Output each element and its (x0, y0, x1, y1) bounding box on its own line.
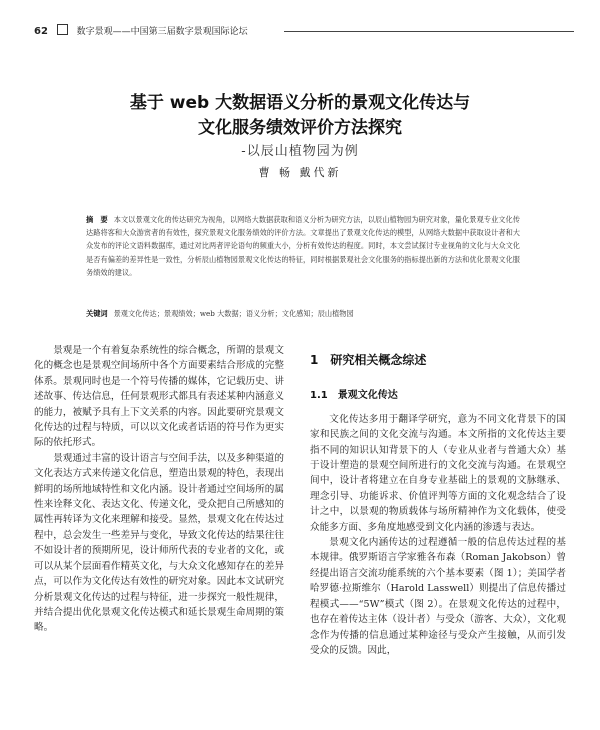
running-header (34, 24, 574, 38)
paragraph: 景观文化内涵传达的过程遵循一般的信息传达过程的基本规律。俄罗斯语言学家雅各布森（Roman Jakobson）曾经提出语言交流功能系统的六个基本要素（图 1）；美国学者哈罗德·拉斯维尔（Harold Lasswell）则提出了信息传播过程模式——“5W”模式（图 2）。在景观文化传达的过程中，也存在着传达主体（设计者）与受众（游客、大众），文化观念作为传播的信息通过某种途径与受众产生接触，从而引发受众的反馈。因此， (310, 537, 566, 656)
abstract (86, 213, 520, 279)
header-square-icon (57, 24, 68, 35)
keywords (86, 307, 520, 320)
header-rule (284, 31, 574, 32)
section-heading-1: 1 研究相关概念综述 (310, 353, 427, 367)
page-number: 62 (34, 26, 48, 37)
abstract-text: 本文以景观文化的传达研究为视角，以网络大数据获取和语义分析为研究方法，以辰山植物园为研究对象，量化景观专业文化传达路将客和大众游赏者的有效性，探究景观文化服务绩效的评价方法。文章提出了景观文化传达的模型，从网络大数据中获取设计者和大众发布的评论文语料数据库，通过对比两者评论语句的频重大小，分析有效传达的程度。同时，本文尝试探讨专业视角的文化与大众文化是否有偏差的差异性是一致性，分析辰山植物园景观文化传达的特征，同时根据景观社会文化服务的指标提出新的方法和优化景观文化服务绩效的建议。 (86, 215, 520, 277)
paragraph: 景观通过丰富的设计语言与空间手法，以及多种渠道的文化表达方式来传递文化信息，塑造出景观的特色，表现出鲜明的场所地域特性和文化内涵。设计者通过空间场所的属性来诠释文化、表达文化、传递文化，受众把自己所感知的属性再转译为文化来理解和接受。显然，景观文化在传达过程中，总会发生一些差异与变化，导致文化传达的结果往往不如设计者的预期所见，设计师所代表的专业者的文化，或可以从某个层面看作精英文化，与大众文化感知存在的差异点，可以作为文化传达有效性的研究对象。因此本文试研究分析景观文化传达的过程与特征，进一步探究一般性规律，并结合提出优化景观文化传达模式和延长景观生命周期的策略。 (34, 452, 284, 634)
subtitle: -以辰山植物园为例 (241, 144, 359, 159)
keywords-text: 景观文化传达；景观绩效；web 大数据；语义分析；文化感知；辰山植物园 (113, 309, 354, 318)
running-title: 数字景观——中国第三届数字景观国际论坛 (76, 27, 248, 37)
authors: 曹 畅 戴代新 (258, 166, 342, 179)
title-line-2: 文化服务绩效评价方法探究 (198, 118, 402, 138)
keywords-label: 关键词 (86, 309, 108, 318)
paragraph: 景观是一个有着复杂系统性的综合概念，所谓的景观文化的概念也是景观空间场所中各个方面要素结合形成的完整体系。景观同时也是一个符号传播的媒体，它记载历史、讲述故事、传达信息，任何景观形式都具有表述某种内涵意义的能力，被赋予具有上下文关系的内容。因此要研究景观文化传达的过程与特质，可以以文化或者话语的符号作为更实际的依托形式。 (34, 345, 284, 449)
title-line-1: 基于 web 大数据语义分析的景观文化传达与 (129, 93, 471, 113)
section-heading-1-1: 1.1 景观文化传达 (310, 390, 398, 402)
right-column (310, 343, 566, 658)
paragraph: 文化传达多用于翻译学研究，意为不同文化背景下的国家和民族之间的文化交流与沟通。本文所指的文化传达主要指不同的知识认知背景下的人（专业从业者与普通大众）基于设计塑造的景观空间所进行的文化交流与沟通。在景观空间中，设计者将建立在自身专业基础上的景观的文脉继承、理念引导、功能诉求、价值评判等方面的文化观念结合了设计之中，以景观的物质载体与场所精神作为文化载体，使受众能多方面、多角度地感受到文化内涵的渗透与表达。 (310, 413, 566, 533)
abstract-label: 摘 要 (86, 215, 108, 224)
left-column (34, 343, 284, 636)
